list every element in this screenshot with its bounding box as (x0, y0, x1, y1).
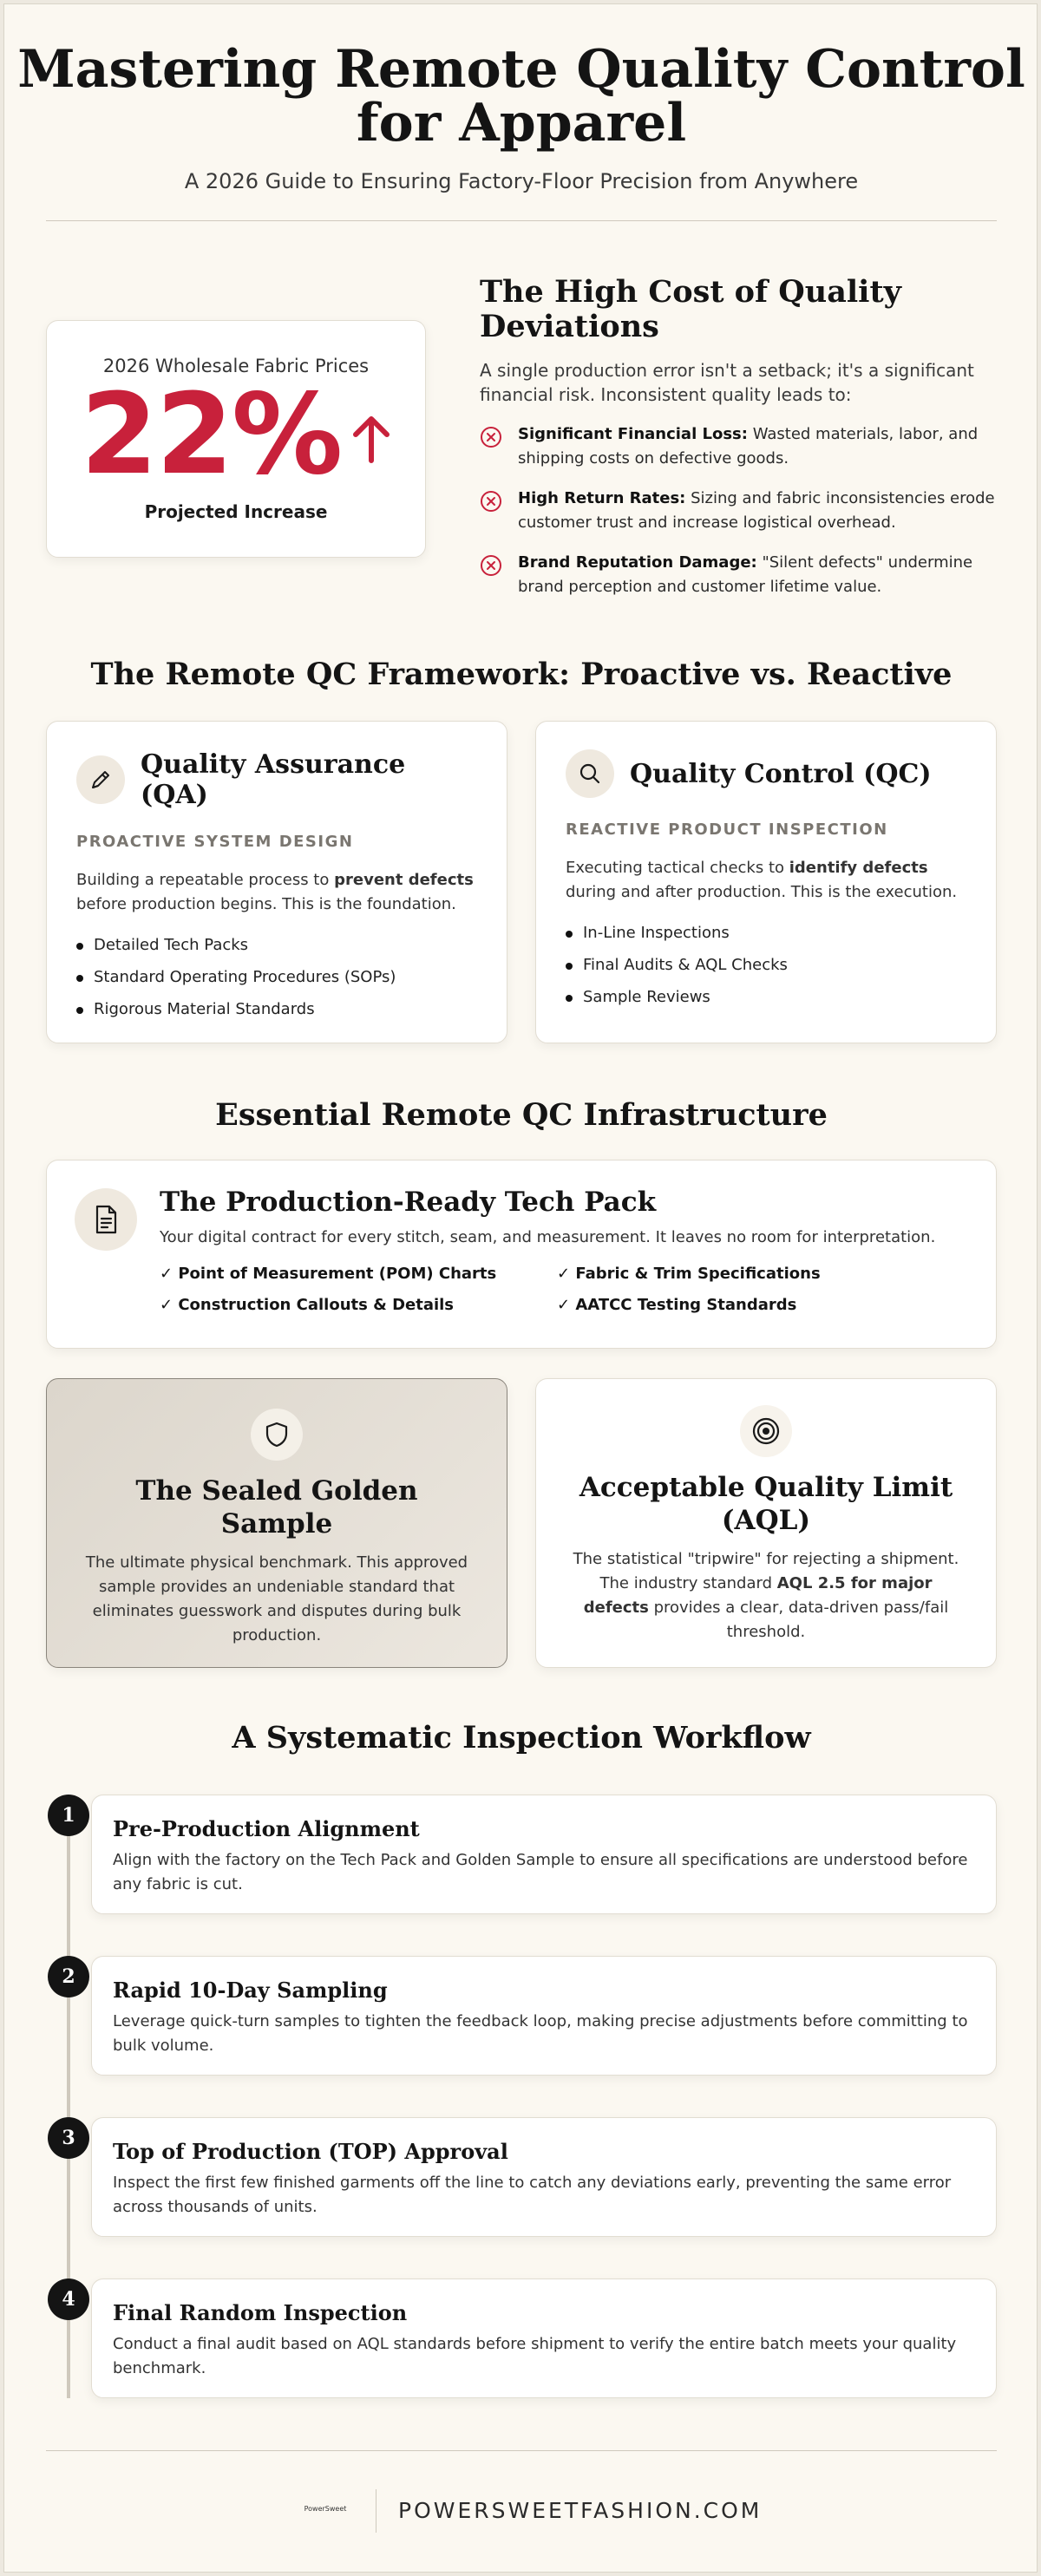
workflow-title: A Systematic Inspection Workflow (232, 1720, 811, 1755)
step-card (91, 1795, 997, 1914)
step-description: Leverage quick-turn samples to tighten the feedback loop, making precise adjustments before committing to bulk volume. (113, 2012, 968, 2055)
step-description: Inspect the first few finished garments off the line to catch any deviations early, preventing the same error across thousands of units. (113, 2174, 952, 2216)
step-number: 2 (48, 1956, 89, 1997)
step-title: Rapid 10-Day Sampling (113, 1978, 388, 2003)
aql-card (535, 1378, 997, 1668)
document-icon (75, 1188, 137, 1251)
step-description: Align with the factory on the Tech Pack and Golden Sample to ensure all specifications are understood before any fabric is cut. (113, 1851, 968, 1893)
target-icon (740, 1405, 792, 1457)
stat-label: 2026 Wholesale Fabric Prices (102, 356, 370, 376)
qa-card (46, 721, 507, 1043)
shield-icon (251, 1409, 303, 1461)
step-title: Pre-Production Alignment (113, 1816, 420, 1841)
step-number: 1 (48, 1795, 89, 1836)
header-divider (46, 220, 997, 221)
list-item: Significant Financial Loss: Wasted materials, labor, and shipping costs on defective goods. (480, 422, 1000, 471)
x-circle-icon (480, 426, 502, 456)
qa-list (76, 936, 477, 1018)
cost-intro: A single production error isn't a setback; it's a significant financial risk. Inconsistent quality leads to: (480, 360, 974, 405)
list-item: Standard Operating Procedures (SOPs) (76, 968, 477, 986)
step-title: Final Random Inspection (113, 2300, 408, 2325)
list-item: Final Audits & AQL Checks (566, 956, 966, 974)
footer-divider (46, 2450, 997, 2451)
infographic-page (3, 3, 1038, 2573)
website-url: POWERSWEETFASHION.COM (398, 2498, 763, 2523)
framework-title: The Remote QC Framework: Proactive vs. Reactive (90, 657, 953, 692)
list-item: Detailed Tech Packs (76, 936, 477, 954)
list-item: Sample Reviews (566, 988, 966, 1006)
tech-pack-title: The Production-Ready Tech Pack (160, 1187, 657, 1218)
golden-sample-title: The Sealed Golden Sample (135, 1475, 418, 1540)
stat-value: 22% (80, 370, 342, 500)
list-item: In-Line Inspections (566, 924, 966, 942)
qc-title: Quality Control (QC) (630, 758, 932, 789)
check-item: ✓ AATCC Testing Standards (557, 1296, 797, 1314)
x-circle-icon (480, 490, 502, 520)
step-card (91, 2279, 997, 2398)
arrow-up-icon (351, 414, 391, 467)
stat-value-row (47, 370, 425, 500)
cost-list (480, 422, 1000, 599)
check-item: ✓ Construction Callouts & Details (160, 1296, 455, 1314)
step-title: Top of Production (TOP) Approval (113, 2139, 508, 2164)
page-subtitle: A 2026 Guide to Ensuring Factory-Floor Precision from Anywhere (184, 169, 859, 193)
search-icon (566, 749, 614, 798)
qa-kicker: PROACTIVE SYSTEM DESIGN (76, 833, 354, 851)
x-circle-icon (480, 554, 502, 585)
header (4, 39, 1038, 193)
stat-caption: Projected Increase (144, 501, 328, 522)
stat-card (46, 320, 426, 558)
check-item: ✓ Fabric & Trim Specifications (557, 1265, 821, 1283)
qa-description: Building a repeatable process to prevent defects before production begins. This is the foundation. (76, 871, 474, 913)
cost-title: The High Cost of Quality Deviations (480, 274, 901, 344)
qc-description: Executing tactical checks to identify defects during and after production. This is the execution. (566, 859, 958, 901)
pencil-icon (76, 755, 125, 804)
aql-description: The statistical "tripwire" for rejecting a shipment. The industry standard AQL 2.5 for major defects provides a clear, data-driven pass/fail threshold. (573, 1550, 959, 1641)
step-card (91, 1956, 997, 2076)
tech-pack-description: Your digital contract for every stitch, seam, and measurement. It leaves no room for interpretation. (160, 1228, 936, 1246)
footer (4, 2489, 1038, 2541)
step-number: 3 (48, 2117, 89, 2159)
page-title: Mastering Remote Quality Control for Apparel (17, 39, 1025, 154)
qc-kicker: REACTIVE PRODUCT INSPECTION (566, 821, 888, 839)
golden-sample-card (46, 1378, 507, 1668)
qc-list (566, 924, 966, 1006)
infra-title: Essential Remote QC Infrastructure (215, 1097, 828, 1133)
check-item: ✓ Point of Measurement (POM) Charts (160, 1265, 497, 1283)
qc-card (535, 721, 997, 1043)
step-description: Conduct a final audit based on AQL standards before shipment to verify the entire batch meets your quality benchmark. (113, 2335, 957, 2377)
aql-title: Acceptable Quality Limit (AQL) (579, 1472, 953, 1536)
list-item: High Return Rates: Sizing and fabric inconsistencies erode customer trust and increase logistical overhead. (480, 487, 1000, 535)
step-number: 4 (48, 2279, 89, 2320)
cost-section (480, 275, 1000, 615)
list-item: Rigorous Material Standards (76, 1000, 477, 1018)
list-item: Brand Reputation Damage: "Silent defects" undermine brand perception and customer lifetime value. (480, 551, 1000, 599)
golden-sample-description: The ultimate physical benchmark. This approved sample provides an undeniable standard that eliminates guesswork and disputes during bulk production. (85, 1553, 468, 1644)
tech-pack-card (46, 1160, 997, 1349)
brand-logo: PowerSweet (304, 2505, 347, 2513)
qa-title: Quality Assurance (QA) (141, 749, 406, 810)
step-card (91, 2117, 997, 2237)
